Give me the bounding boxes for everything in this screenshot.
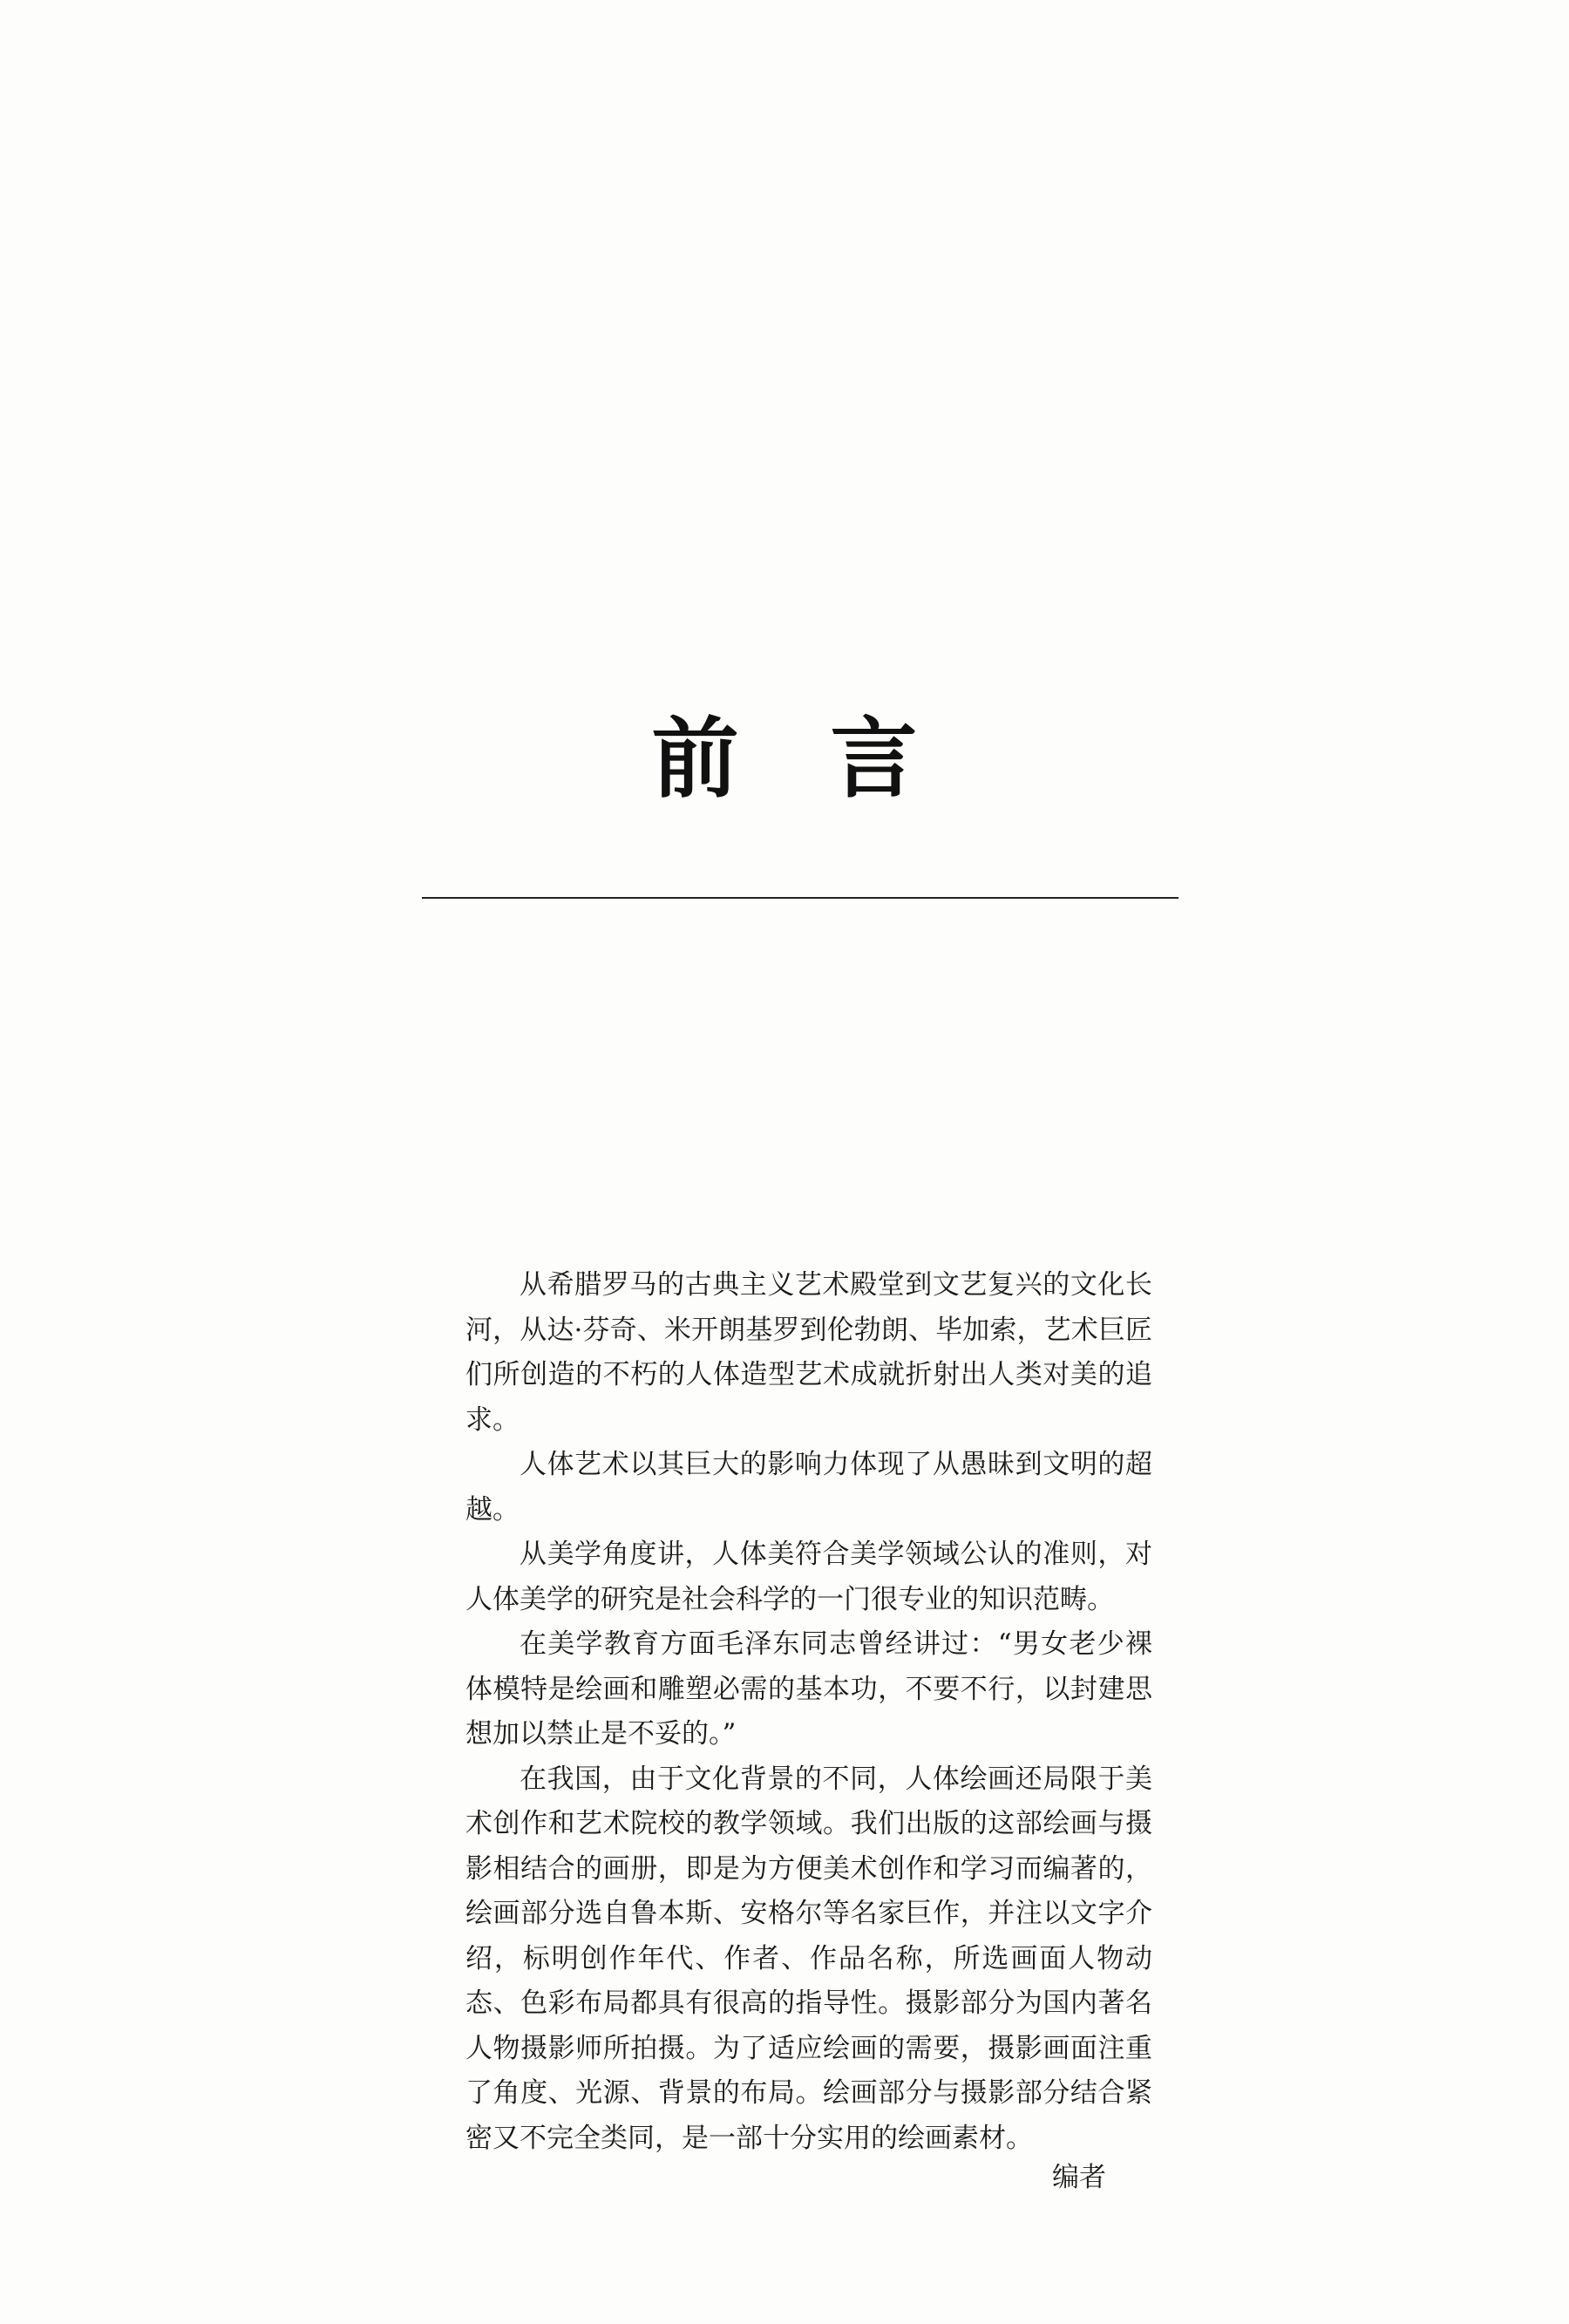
paragraph-3: 从美学角度讲，人体美符合美学领域公认的准则，对人体美学的研究是社会科学的一门很专业的知识范畴。 (465, 1539, 1152, 1615)
paragraph-4: 在美学教育方面毛泽东同志曾经讲过：“男女老少裸体模特是绘画和雕塑必需的基本功，不要不行，以封建思想加以禁止是不妥的。” (465, 1628, 1152, 1750)
page-title-char-1: 前 (651, 708, 739, 810)
paragraph-2: 人体艺术以其巨大的影响力体现了从愚昧到文明的超越。 (465, 1449, 1152, 1526)
paragraph-1: 从希腊罗马的古典主义艺术殿堂到文艺复兴的文化长河，从达·芬奇、米开朗基罗到伦勃朗、毕加索，艺术巨匠们所创造的不朽的人体造型艺术成就折射出人类对美的追求。 (465, 1269, 1152, 1436)
page-title-char-2: 言 (830, 708, 918, 810)
editor-signature: 编者 (1052, 2162, 1106, 2193)
paragraph-5: 在我国，由于文化背景的不同，人体绘画还局限于美术创作和艺术院校的教学领域。我们出版的这部绘画与摄影相结合的画册，即是为方便美术创作和学习而编著的，绘画部分选自鲁本斯、安格尔等名家巨作，并注以文字介绍，标明创作年代、作者、作品名称，所选画面人物动态、色彩布局都具有很高的指导性。摄影部分为国内著名人物摄影师所拍摄。为了适应绘画的需要，摄影画面注重了角度、光源、背景的布局。绘画部分与摄影部分结合紧密又不完全类同，是一部十分实用的绘画素材。 (465, 1763, 1152, 2154)
page-title (0, 703, 1569, 816)
preface-body (465, 1263, 1152, 2161)
title-underline-rule (422, 897, 1178, 899)
